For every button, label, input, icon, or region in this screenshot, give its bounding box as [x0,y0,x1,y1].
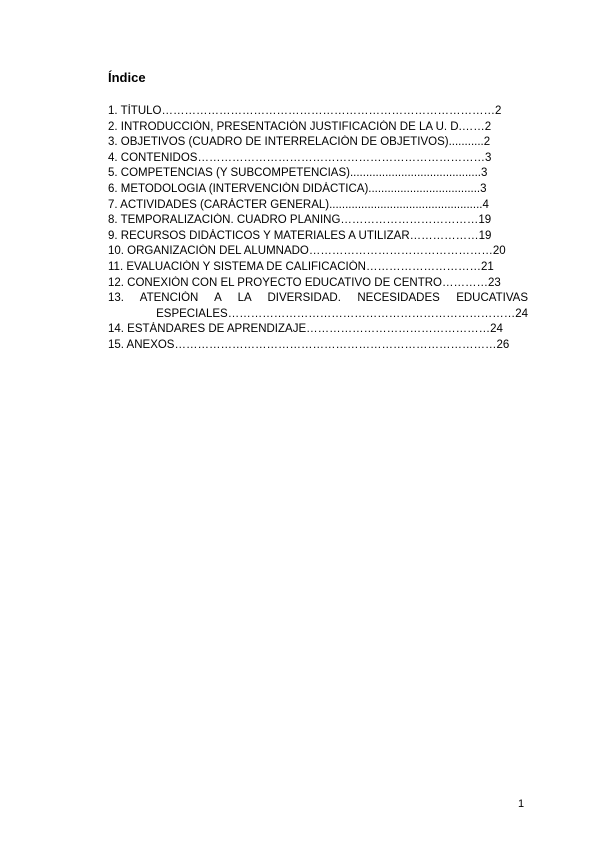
toc-entry-atencion-diversidad[interactable]: 13. ATENCIÓN A LA DIVERSIDAD. NECESIDADES EDUCATIVAS ESPECIALES…………………………………………………………………24 [108,292,528,320]
toc-entry-estandares[interactable]: 14. ESTÁNDARES DE APRENDIZAJE…………………………………………24 [108,323,503,336]
toc-entry-recursos[interactable]: 9. RECURSOS DIDÁCTICOS Y MATERIALES A UTILIZAR………………19 [108,229,492,242]
toc-entry-evaluacion[interactable]: 11. EVALUACIÓN Y SISTEMA DE CALIFICACIÓN…………………………21 [108,260,494,273]
toc-entry-conexion[interactable]: 12. CONEXIÓN CON EL PROYECTO EDUCATIVO DE CENTRO…………23 [108,276,501,289]
toc-entry-anexos[interactable]: 15. ANEXOS…………………………………………………………………………26 [108,338,510,351]
toc-entry-contenidos[interactable]: 4. CONTENIDOS…………………………………………………………………3 [108,151,492,164]
toc-entry-metodologia[interactable]: 6. METODOLOGIA (INTERVENCIÓN DIDÁCTICA)...................................3 [108,182,487,195]
toc-entry-actividades[interactable]: 7. ACTIVIDADES (CARÁCTER GENERAL)................................................4 [108,198,489,211]
toc-entry-objetivos[interactable]: 3. OBJETIVOS (CUADRO DE INTERRELACIÓN DE OBJETIVOS)...........2 [108,136,491,149]
toc-entry-temporalizacion[interactable]: 8. TEMPORALIZACIÓN. CUADRO PLANING………………………………19 [108,214,492,227]
toc-entry-introduccion[interactable]: 2. INTRODUCCIÓN, PRESENTACIÓN JUSTIFICACIÓN DE LA U. D.……2 [108,120,492,133]
toc-entry-competencias[interactable]: 5. COMPETENCIAS (Y SUBCOMPETENCIAS).........................................3 [108,167,488,180]
page-number: 1 [518,798,525,810]
toc-entry-titulo[interactable]: 1. TÍTULO……………………………………………………………………………2 [108,105,502,117]
index-heading: Índice [108,70,146,85]
toc-entry-organizacion[interactable]: 10. ORGANIZACIÓN DEL ALUMNADO…………………………………………20 [108,245,506,258]
table-of-contents [108,104,528,354]
